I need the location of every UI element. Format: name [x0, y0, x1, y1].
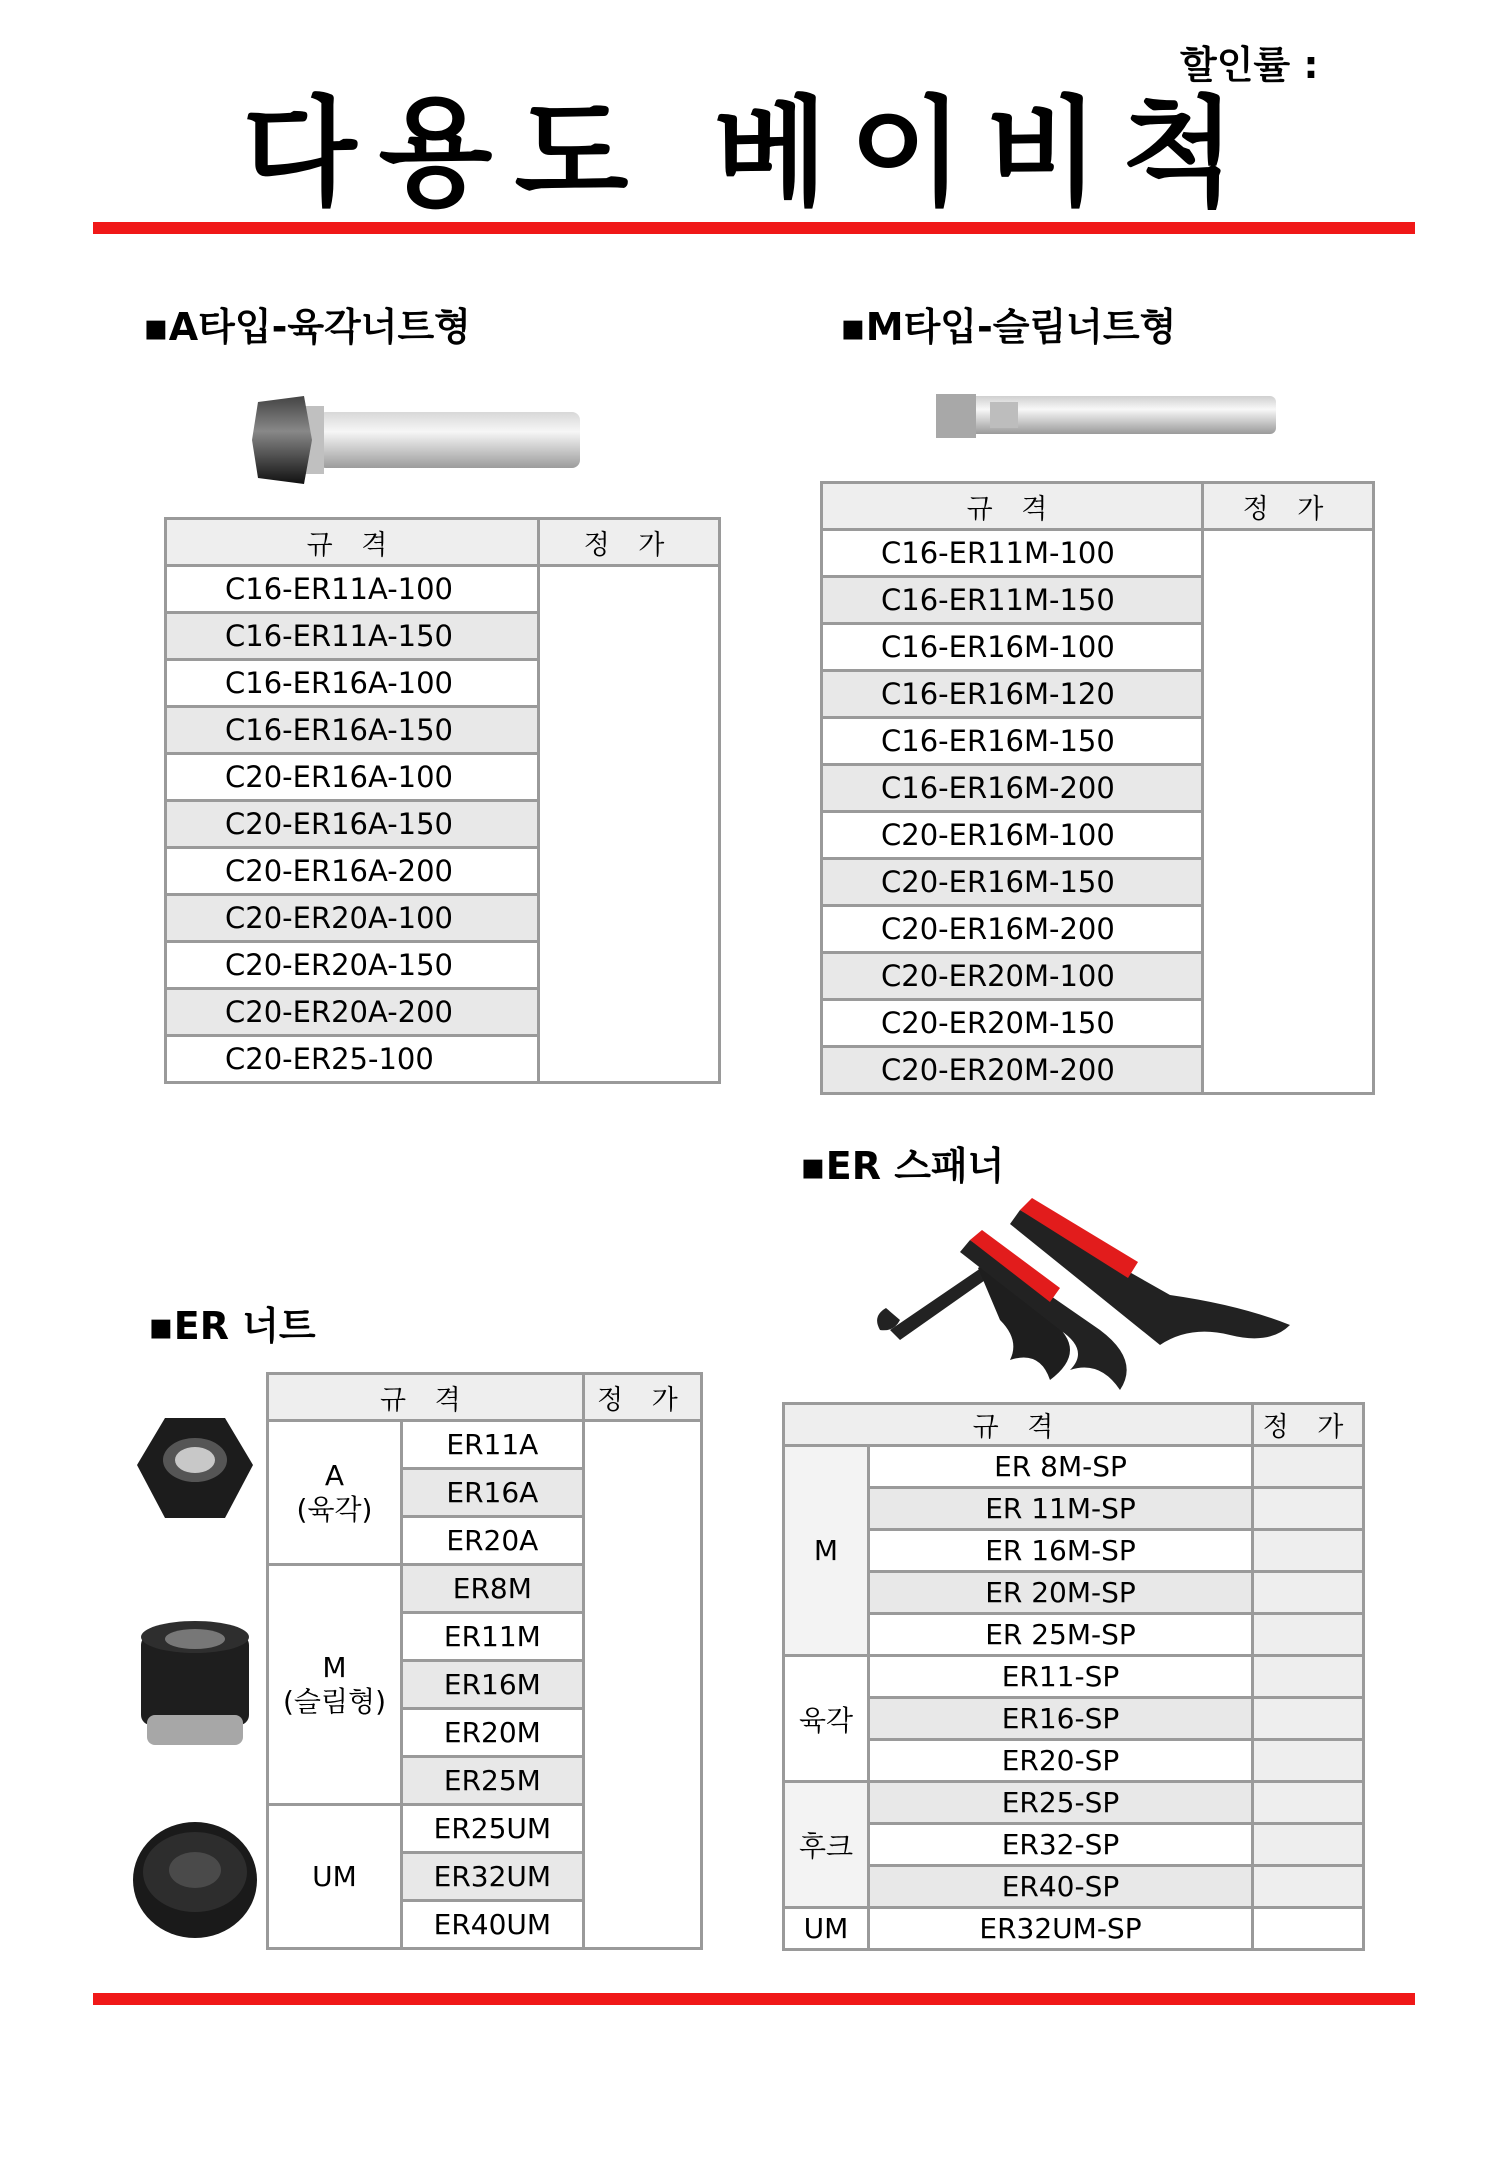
er-spanner-table	[782, 1402, 1365, 1951]
table-row: ER32UM	[402, 1853, 584, 1901]
table-row: C20-ER20M-200	[822, 1047, 1203, 1094]
table-row: C20-ER16A-200	[166, 848, 539, 895]
table-row: ER16A	[402, 1469, 584, 1517]
table-row: ER40UM	[402, 1901, 584, 1949]
price-cell	[1253, 1488, 1303, 1530]
er-nut-table	[266, 1372, 703, 1950]
price-cell	[1253, 1782, 1303, 1824]
col-spec-header: 규 격	[166, 519, 539, 566]
col-price-header: 정 가	[583, 1374, 701, 1421]
table-row: C20-ER20A-100	[166, 895, 539, 942]
price-cell	[1253, 1698, 1303, 1740]
table-row: C20-ER16M-100	[822, 812, 1203, 859]
er-spanner-image	[870, 1190, 1300, 1390]
table-row: ER32UM-SP	[869, 1908, 1253, 1950]
group-label: UM	[312, 1859, 357, 1893]
table-row: C20-ER20M-100	[822, 953, 1203, 1000]
price-cell	[1302, 1698, 1364, 1740]
price-cell	[1253, 1530, 1303, 1572]
table-row: C16-ER11A-100	[166, 566, 539, 613]
table-row: C20-ER25-100	[166, 1036, 539, 1083]
er-spanner-heading: ▪ER 스패너	[800, 1144, 1005, 1188]
price-cell	[1302, 1488, 1364, 1530]
discount-rate-label: 할인률 :	[1180, 43, 1319, 87]
table-row: C20-ER20A-150	[166, 942, 539, 989]
group-sublabel: (슬림형)	[283, 1684, 386, 1718]
table-row: ER16M	[402, 1661, 584, 1709]
table-row: ER25-SP	[869, 1782, 1253, 1824]
table-row: C20-ER16M-150	[822, 859, 1203, 906]
table-row: ER8M	[402, 1565, 584, 1613]
top-red-divider	[93, 222, 1415, 234]
col-spec-header: 규 격	[268, 1374, 584, 1421]
table-row: C16-ER11M-150	[822, 577, 1203, 624]
price-cell	[583, 1421, 701, 1949]
col-price-header: 정 가	[1253, 1404, 1364, 1446]
table-row: C16-ER11A-150	[166, 613, 539, 660]
table-row: ER 20M-SP	[869, 1572, 1253, 1614]
col-spec-header: 규 격	[822, 483, 1203, 530]
table-row: ER16-SP	[869, 1698, 1253, 1740]
table-row: C20-ER20M-150	[822, 1000, 1203, 1047]
price-cell	[1253, 1614, 1303, 1656]
table-row: C16-ER16M-200	[822, 765, 1203, 812]
col-spec-header: 규 격	[784, 1404, 1253, 1446]
page-title: 다용도 베이비척	[242, 84, 1258, 222]
table-row: C20-ER20A-200	[166, 989, 539, 1036]
slim-nut-image	[133, 1615, 258, 1750]
table-row: ER32-SP	[869, 1824, 1253, 1866]
group-cell-hook: 후크	[784, 1782, 869, 1908]
group-cell-hex: 육각	[784, 1656, 869, 1782]
table-row: C20-ER16A-100	[166, 754, 539, 801]
table-row: ER20M	[402, 1709, 584, 1757]
price-cell	[1253, 1446, 1303, 1488]
hex-nut-image	[135, 1410, 255, 1525]
table-row: ER20-SP	[869, 1740, 1253, 1782]
group-cell-um: UM	[784, 1908, 869, 1950]
group-cell-um	[268, 1805, 402, 1949]
group-sublabel: (육각)	[296, 1492, 373, 1526]
col-price-header: 정 가	[539, 519, 720, 566]
bottom-red-divider	[93, 1993, 1415, 2005]
table-row: C16-ER16M-100	[822, 624, 1203, 671]
table-row: C20-ER16A-150	[166, 801, 539, 848]
a-type-chuck-image	[250, 390, 590, 490]
a-type-table	[164, 517, 721, 1084]
group-label: A	[324, 1458, 345, 1492]
price-cell	[539, 566, 720, 1083]
table-row: ER11M	[402, 1613, 584, 1661]
price-cell	[1302, 1614, 1364, 1656]
price-cell	[1302, 1446, 1364, 1488]
table-row: ER 11M-SP	[869, 1488, 1253, 1530]
m-type-chuck-image	[930, 388, 1290, 448]
table-row: C16-ER16A-150	[166, 707, 539, 754]
table-row: C16-ER16M-150	[822, 718, 1203, 765]
table-row: ER 8M-SP	[869, 1446, 1253, 1488]
price-cell	[1302, 1656, 1364, 1698]
group-cell-a	[268, 1421, 402, 1565]
price-cell	[1302, 1824, 1364, 1866]
table-row: ER20A	[402, 1517, 584, 1565]
table-row: C16-ER16A-100	[166, 660, 539, 707]
price-cell	[1302, 1866, 1364, 1908]
col-price-header: 정 가	[1203, 483, 1374, 530]
price-cell	[1302, 1572, 1364, 1614]
table-row: C16-ER11M-100	[822, 530, 1203, 577]
a-type-heading: ▪A타입-육각너트형	[143, 305, 471, 349]
er-nut-heading: ▪ER 너트	[148, 1304, 316, 1348]
group-cell-m: M	[784, 1446, 869, 1656]
group-cell-m	[268, 1565, 402, 1805]
um-nut-image	[128, 1820, 263, 1950]
table-row: ER25M	[402, 1757, 584, 1805]
price-cell	[1253, 1656, 1303, 1698]
price-cell	[1253, 1572, 1303, 1614]
table-row: ER25UM	[402, 1805, 584, 1853]
price-cell	[1302, 1740, 1364, 1782]
table-row: ER40-SP	[869, 1866, 1253, 1908]
table-row: ER11A	[402, 1421, 584, 1469]
price-cell	[1253, 1866, 1303, 1908]
table-row: C16-ER16M-120	[822, 671, 1203, 718]
price-cell	[1253, 1908, 1364, 1950]
price-cell	[1203, 530, 1374, 1094]
price-cell	[1302, 1782, 1364, 1824]
table-row: ER11-SP	[869, 1656, 1253, 1698]
table-row: ER 16M-SP	[869, 1530, 1253, 1572]
m-type-table	[820, 481, 1375, 1095]
table-row: ER 25M-SP	[869, 1614, 1253, 1656]
price-cell	[1253, 1740, 1303, 1782]
group-label: M	[322, 1650, 347, 1684]
table-row: C20-ER16M-200	[822, 906, 1203, 953]
price-cell	[1253, 1824, 1303, 1866]
m-type-heading: ▪M타입-슬림너트형	[840, 305, 1177, 349]
price-cell	[1302, 1530, 1364, 1572]
